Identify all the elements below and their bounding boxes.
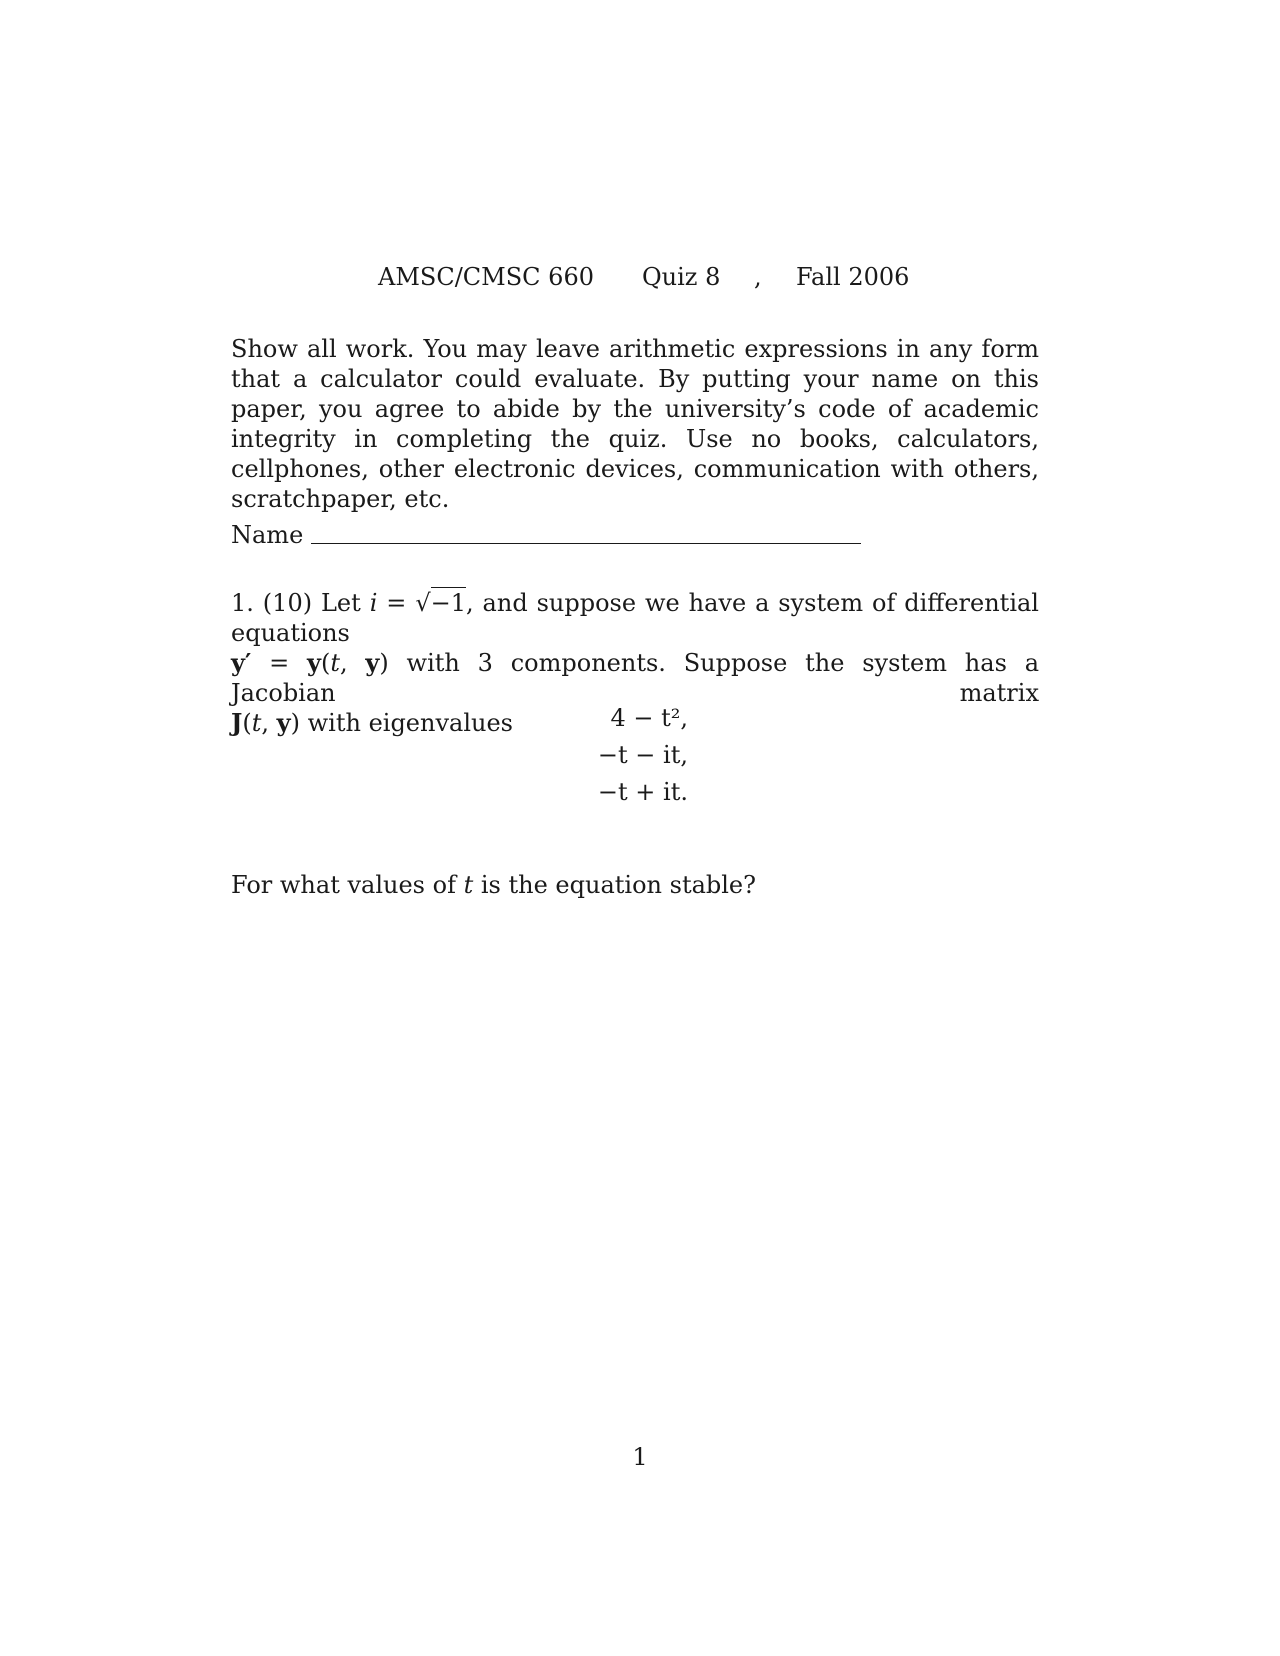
name-label: Name (231, 521, 304, 549)
stability-question (231, 870, 756, 900)
comma: , (339, 649, 366, 677)
equals-sign: = (377, 589, 416, 617)
y-prime: y′ (231, 648, 252, 677)
problem-1-line-1-text: , and suppose we have a system of differential equations (231, 589, 1039, 647)
var-t-2: t (251, 709, 262, 737)
instructions-paragraph: Show all work. You may leave arithmetic expressions in any form that a calculator could evaluate. By putting your name on this paper, you agree to abide by the university’s code of academic integrity in completing the quiz. Use no books, calculators, cellphones, other electronic devices, communication with others, scratchpaper, etc. (231, 335, 1039, 513)
sqrt-radicand: −1 (430, 589, 467, 617)
name-blank-line[interactable] (311, 543, 861, 544)
eigenvalue-1: 4 − t², (610, 704, 688, 732)
var-i: i (369, 589, 378, 617)
question-prefix: For what values of (231, 871, 464, 899)
question-suffix: is the equation stable? (473, 871, 756, 899)
y-bold: y (307, 648, 321, 677)
name-field[interactable] (231, 520, 861, 550)
var-t: t (330, 649, 340, 677)
radical-sign-icon: √ (415, 589, 431, 617)
comma-2: , (261, 709, 277, 737)
eigenvalue-3: −t + it. (597, 778, 688, 806)
eigenvalue-list (540, 700, 740, 811)
header-separator: , (754, 263, 762, 291)
question-var-t: t (463, 871, 474, 899)
problem-1-line-1 (231, 588, 1039, 648)
term-label: Fall 2006 (796, 263, 910, 291)
paren-open: ( (320, 649, 331, 677)
problem-1-line-2-text: with 3 components. Suppose the system has a Jacobian matrix (231, 649, 1039, 707)
eigenvalue-2: −t − it, (597, 741, 688, 769)
course-code: AMSC/CMSC 660 (378, 263, 594, 291)
sqrt-expression (415, 588, 466, 618)
y-bold-arg-2: y (276, 708, 291, 737)
page-number: 1 (632, 1443, 648, 1471)
y-bold-arg: y (365, 648, 380, 677)
problem-1-line-2 (231, 648, 1039, 708)
problem-1-line-3-text: with eigenvalues (299, 709, 513, 737)
paren-open-2: ( (242, 709, 252, 737)
jacobian-J: J (231, 708, 243, 737)
paren-close: ) (379, 649, 389, 677)
quiz-title: Quiz 8 (642, 263, 721, 291)
equals-sign-2: = (251, 649, 307, 677)
paren-close-2: ) (290, 709, 300, 737)
problem-number: 1. (10) Let (231, 589, 361, 617)
